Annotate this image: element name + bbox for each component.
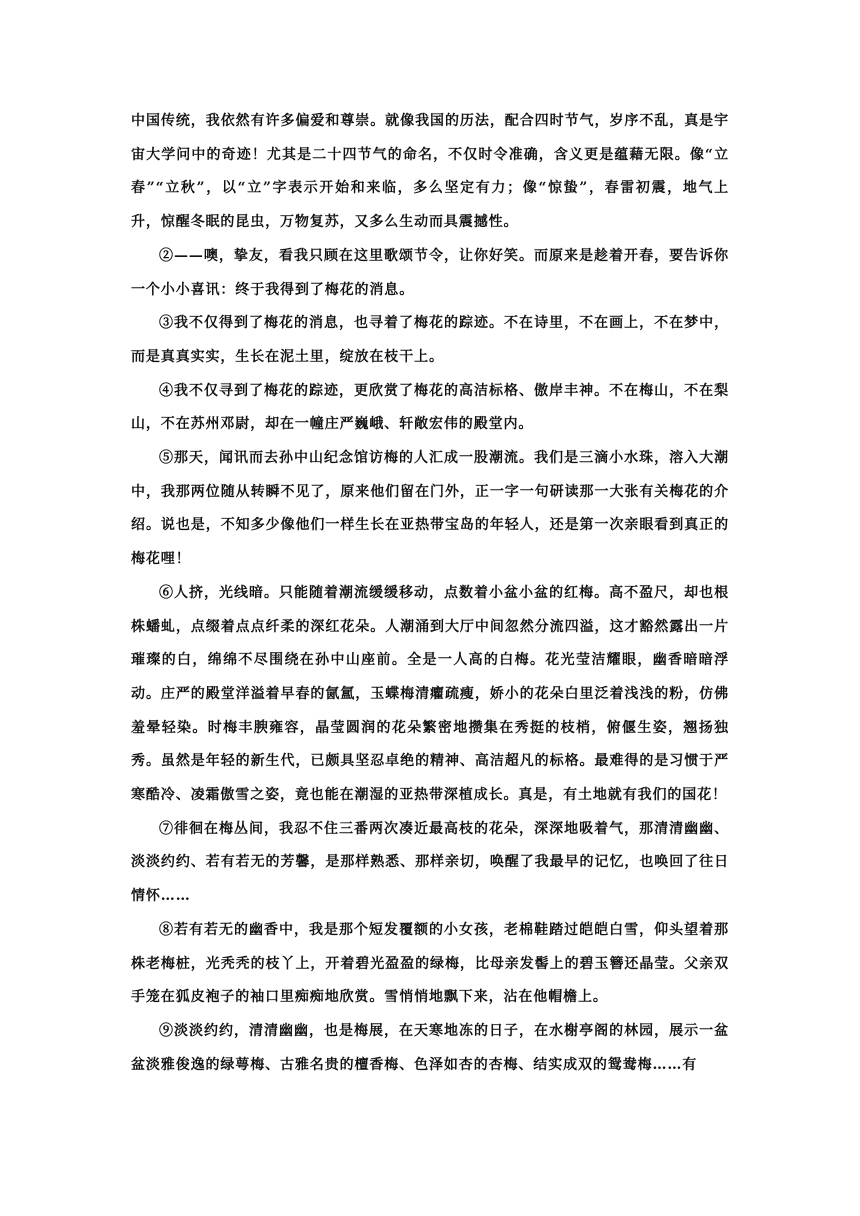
document-page (131, 105, 729, 1082)
paragraph-4: ④我不仅寻到了梅花的踪迹，更欣赏了梅花的高洁标格、傲岸丰神。不在梅山，不在梨山，不在苏州邓尉，却在一幢庄严巍峨、轩敞宏伟的殿堂内。 (131, 382, 729, 433)
paragraph-3: ③我不仅得到了梅花的消息，也寻着了梅花的踪迹。不在诗里，不在画上，不在梦中，而是真真实实，生长在泥土里，绽放在枝干上。 (131, 315, 729, 365)
paragraph-5: ⑤那天，闻讯而去孙中山纪念馆访梅的人汇成一股潮流。我们是三滴小水珠，溶入大潮中，我那两位随从转瞬不见了，原来他们留在门外，正一字一句研读那一大张有关梅花的介绍。说也是，不知多少像他们一样生长在亚热带宝岛的年轻人，还是第一次亲眼看到真正的梅花哩！ (131, 450, 729, 568)
paragraph-9: ⑨淡淡约约，清清幽幽，也是梅展，在天寒地冻的日子，在水榭亭阁的林园，展示一盆盆淡雅俊逸的绿萼梅、古雅名贵的檀香梅、色泽如杏的杏梅、结实成双的鸳鸯梅……有 (131, 1022, 729, 1073)
paragraph-1: 中国传统，我依然有许多偏爱和尊崇。就像我国的历法，配合四时节气，岁序不乱，真是宇宙大学问中的奇迹！尤其是二十四节气的命名，不仅时令准确，含义更是蕴藉无限。像“立春”“立秋”，以“立”字表示开始和来临，多么坚定有力；像“惊蛰”，春雷初震，地气上升，惊醒冬眠的昆虫，万物复苏，又多么生动而具震撼性。 (131, 113, 729, 231)
paragraph-8: ⑧若有若无的幽香中，我是那个短发覆额的小女孩，老棉鞋踏过皑皑白雪，仰头望着那株老梅桩，光秃秃的枝丫上，开着碧光盈盈的绿梅，比母亲发髻上的碧玉簪还晶莹。父亲双手笼在狐皮袍子的袖口里痴痴地欣赏。雪悄悄地飘下来，沾在他帽檐上。 (131, 921, 729, 1006)
paragraph-6: ⑥人挤，光线暗。只能随着潮流缓缓移动，点数着小盆小盆的红梅。高不盈尺，却也根株蟠虬，点缀着点点纤柔的深红花朵。人潮涌到大厅中间忽然分流四溢，这才豁然露出一片璀璨的白，绵绵不尽围绕在孙中山座前。全是一人高的白梅。花光莹洁耀眼，幽香暗暗浮动。庄严的殿堂洋溢着早春的氤氲，玉蝶梅清癯疏瘦，娇小的花朵白里泛着浅浅的粉，仿佛羞晕轻染。时梅丰腴雍容，晶莹圆润的花朵繁密地攒集在秀挺的枝梢，俯偃生姿，翘扬独秀。虽然是年轻的新生代，已颇具坚忍卓绝的精神、高洁超凡的标格。最难得的是习惯于严寒酷冷、凌霜傲雪之姿，竟也能在潮湿的亚热带深植成长。真是，有土地就有我们的国花！ (131, 584, 729, 804)
paragraph-2: ②——噢，挚友，看我只顾在这里歌颂节令，让你好笑。而原来是趁着开春，要告诉你一个小小喜讯：终于我得到了梅花的消息。 (131, 247, 729, 298)
paragraph-7: ⑦徘徊在梅丛间，我忍不住三番两次凑近最高枝的花朵，深深地吸着气，那清清幽幽、淡淡约约、若有若无的芳馨，是那样熟悉、那样亲切，唤醒了我最早的记忆，也唤回了往日情怀…… (131, 820, 729, 905)
